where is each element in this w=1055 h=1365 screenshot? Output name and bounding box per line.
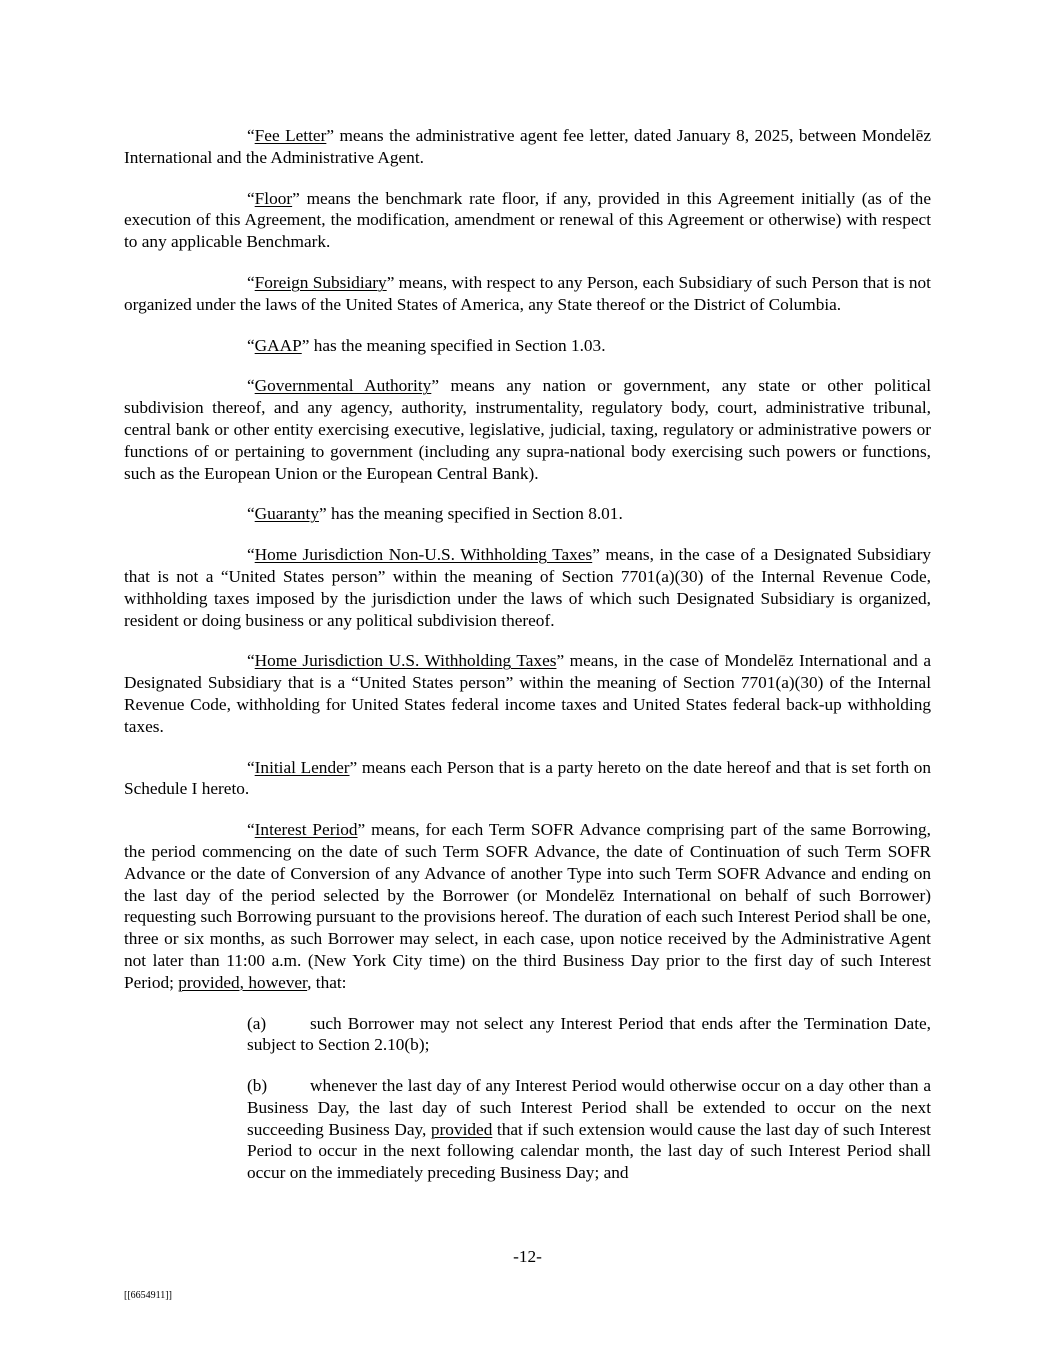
clause-b	[187, 1075, 931, 1184]
clause-text: whenever the last day of any Interest Period would otherwise occur on a day other than a Business Day, the last day of such Interest Period shall be extended to occur on the next succeeding Business Day,	[247, 1076, 931, 1139]
defined-term: Home Jurisdiction Non-U.S. Withholding Taxes	[254, 545, 593, 565]
definition-initial-lender: “Initial Lender” means each Person that is a party hereto on the date hereof and that is set forth on Schedule I hereto.	[124, 757, 931, 799]
definition-text: means each Person that is a party hereto on the date hereof and that is set forth on Schedule I hereto.	[124, 757, 931, 799]
proviso: provided	[430, 1119, 493, 1139]
defined-term: Guaranty	[254, 504, 319, 524]
defined-term: Floor	[254, 188, 293, 208]
defined-term: Interest Period	[254, 820, 358, 840]
definition-text: means, with respect to any Person, each Subsidiary of such Person that is not organized under the laws of the United States of America, any State thereof or the District of Columbia.	[124, 272, 931, 314]
definition-text: means, in the case of Mondelēz International and a Designated Subsidiary that is a “United States person” within the meaning of Section 7701(a)(30) of the Internal Revenue Code, withholding for United States federal income taxes and United States federal back-up withholding taxes.	[124, 651, 931, 736]
page-body	[124, 125, 931, 1203]
defined-term: GAAP	[254, 335, 302, 355]
definition-text: has the meaning specified in Section 1.03.	[309, 335, 606, 355]
definition-home-jurisdiction-non-us-withholding-taxes: “Home Jurisdiction Non-U.S. Withholding Taxes” means, in the case of a Designated Subsidiary that is not a “United States person” within the meaning of Section 7701(a)(30) of the Internal Revenue Code, withholding taxes imposed by the jurisdiction under the laws of which such Designated Subsidiary is organized, resident or doing business or any political subdivision thereof.	[124, 545, 931, 630]
clause-text: such Borrower may not select any Interest Period that ends after the Termination Date, subject to Section 2.10(b);	[247, 1013, 931, 1055]
definition-text: means, in the case of a Designated Subsidiary that is not a “United States person” within the meaning of Section 7701(a)(30) of the Internal Revenue Code, withholding taxes imposed by the jurisdiction under the laws of which such Designated Subsidiary is organized, resident or doing business or any political subdivision thereof.	[124, 545, 931, 630]
document-id: [[6654911]]	[124, 1290, 172, 1301]
page-number: -12-	[513, 1247, 542, 1266]
definition-text: means the benchmark rate floor, if any, provided in this Agreement initially (as of the execution of this Agreement, the modification, amendment or renewal of this Agreement or otherwise) with respect to any applicable Benchmark.	[124, 188, 931, 252]
definition-text: means any nation or government, any state or other political subdivision thereof, and any agency, authority, instrumentality, regulatory body, court, administrative tribunal, central bank or other entity exercising executive, legislative, judicial, taxing, regulatory or administrative powers or functions of or pertaining to government (including any supra-national body exercising such powers or functions, such as the European Union or the European Central Bank).	[124, 376, 932, 483]
definition-fee-letter: “Fee Letter” means the administrative agent fee letter, dated January 8, 2025, between Mondelēz International and the Administrative Agent.	[124, 126, 931, 167]
clause-label: (b)	[247, 1076, 268, 1096]
definition-gaap: “GAAP” has the meaning specified in Section 1.03.	[247, 335, 606, 355]
definition-text: means, for each Term SOFR Advance comprising part of the same Borrowing, the period commencing on the date of such Term SOFR Advance, the date of Continuation of such Term SOFR Advance or the date of Conversion of any Advance of another Type into such Term SOFR Advance and ending on the last day of the period selected by the Borrower (or Mondelēz International on behalf of such Borrower) requesting such Borrowing pursuant to the provisions hereof. The duration of each such Interest Period shall be one, three or six months, as such Borrower may select, in each case, upon notice received by the Administrative Agent not later than 11:00 a.m. (New York City time) on the third Business Day prior to the first day of such Interest Period;	[124, 820, 932, 992]
clause-a	[187, 1013, 931, 1057]
definition-governmental-authority: “Governmental Authority” means any nation or government, any state or other political subdivision thereof, and any agency, authority, instrumentality, regulatory body, court, administrative tribunal, central bank or other entity exercising executive, legislative, judicial, taxing, regulatory or administrative powers or functions of or pertaining to government (including any supra-national body exercising such powers or functions, such as the European Union or the European Central Bank).	[124, 376, 932, 483]
defined-term: Foreign Subsidiary	[254, 272, 387, 292]
definition-interest-period: “Interest Period” means, for each Term SOFR Advance comprising part of the same Borrowing, the period commencing on the date of such Term SOFR Advance, the date of Continuation of such Term SOFR Advance or the date of Conversion of any Advance of another Type into such Term SOFR Advance and ending on the last day of the period selected by the Borrower (or Mondelēz International on behalf of such Borrower) requesting such Borrowing pursuant to the provisions hereof. The duration of each such Interest Period shall be one, three or six months, as such Borrower may select, in each case, upon notice received by the Administrative Agent not later than 11:00 a.m. (New York City time) on the third Business Day prior to the first day of such Interest Period; provided, however, that:	[124, 820, 932, 992]
proviso: provided, however	[178, 972, 308, 992]
definition-text: has the meaning specified in Section 8.01.	[326, 504, 623, 524]
definition-foreign-subsidiary: “Foreign Subsidiary” means, with respect to any Person, each Subsidiary of such Person that is not organized under the laws of the United States of America, any State thereof or the District of Columbia.	[124, 272, 931, 314]
proviso-tail: , that:	[307, 972, 347, 992]
definition-guaranty: “Guaranty” has the meaning specified in Section 8.01.	[247, 504, 623, 524]
defined-term: Home Jurisdiction U.S. Withholding Taxes	[254, 651, 557, 671]
defined-term: Fee Letter	[254, 126, 327, 145]
definition-floor: “Floor” means the benchmark rate floor, if any, provided in this Agreement initially (as of the execution of this Agreement, the modification, amendment or renewal of this Agreement or otherwise) with respect to any applicable Benchmark.	[124, 188, 931, 252]
definition-home-jurisdiction-us-withholding-taxes: “Home Jurisdiction U.S. Withholding Taxes” means, in the case of Mondelēz International and a Designated Subsidiary that is a “United States person” within the meaning of Section 7701(a)(30) of the Internal Revenue Code, withholding for United States federal income taxes and United States federal back-up withholding taxes.	[124, 651, 931, 736]
defined-term: Initial Lender	[254, 757, 350, 777]
clause-text-tail: that if such extension would cause the last day of such Interest Period to occur in the next following calendar month, the last day of such Interest Period shall occur on the immediately preceding Business Day; and	[247, 1119, 931, 1183]
clause-label: (a)	[247, 1013, 267, 1033]
defined-term: Governmental Authority	[254, 376, 432, 396]
definition-text: means the administrative agent fee letter, dated January 8, 2025, between Mondelēz International and the Administrative Agent.	[124, 126, 931, 167]
